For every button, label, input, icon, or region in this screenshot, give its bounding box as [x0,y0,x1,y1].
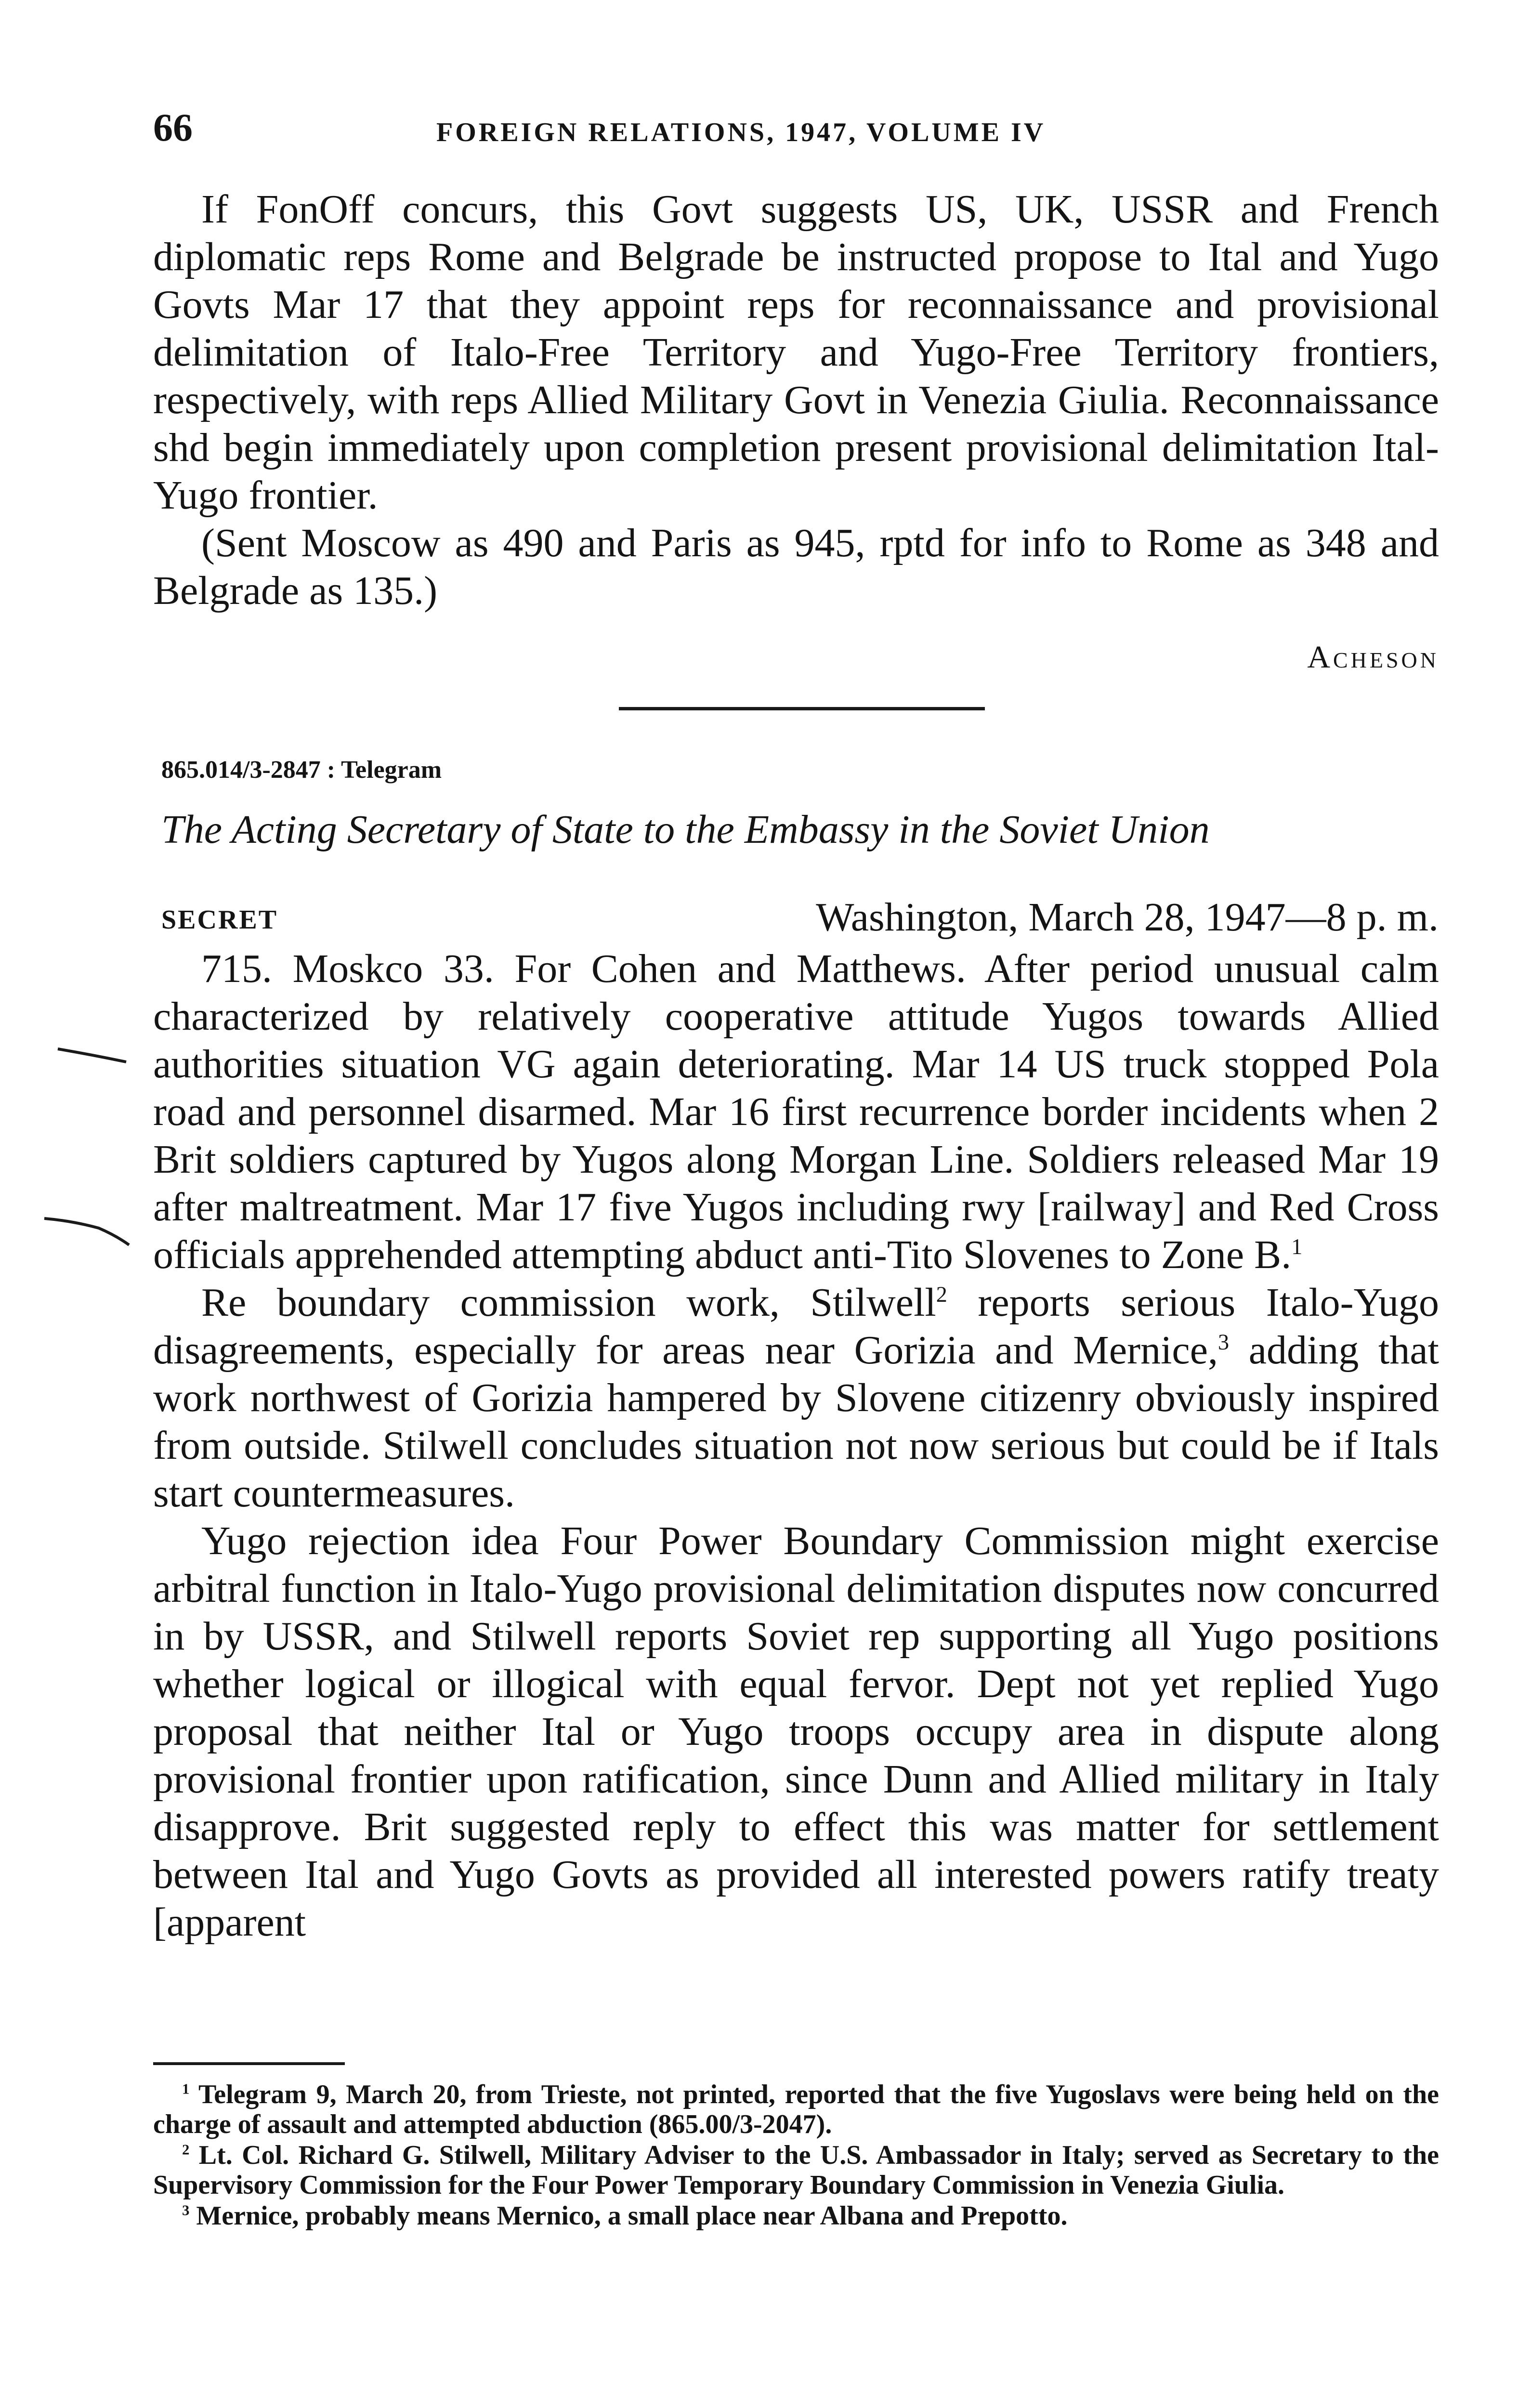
footnotes [153,2080,1439,2232]
footnote [153,2140,1439,2200]
footnote [153,2080,1439,2139]
footnote [153,2201,1439,2231]
footnote-text: Mernice, probably means Mernico, a small place near Albana and Prepotto. [196,2201,1068,2231]
signature: Acheson [1307,640,1439,675]
file-reference: 865.014/3-2847 : Telegram [161,756,442,784]
footnote-divider [153,2062,345,2065]
running-head: FOREIGN RELATIONS, 1947, VOLUME IV [436,118,1046,147]
dateline: Washington, March 28, 1947—8 p. m. [816,895,1439,940]
footnote-text: Lt. Col. Richard G. Stilwell, Military Adviser to the U.S. Ambassador in Italy; served as Secretary to the Supervisory Commission for the Four Power Temporary Boundary Commission in Venezia Giulia. [153,2140,1439,2200]
document-title: The Acting Secretary of State to the Embassy in the Soviet Union [161,807,1210,852]
footnote-mark: 1 [182,2081,190,2097]
margin-pen-mark [58,1049,126,1062]
footnote-text: Telegram 9, March 20, from Trieste, not printed, reported that the five Yugoslavs were being held on the charge of assault and attempted abduction (865.00/3-2047). [153,2080,1439,2139]
footnote-ref: 3 [1217,1330,1230,1354]
paragraph: If FonOff concurs, this Govt suggests US, UK, USSR and French diplomatic reps Rome and Belgrade be instructed propose to Ital and Yugo Govts Mar 17 that they appoint reps for reconnaissance and provisional delimitation of Italo-Free Territory and Yugo-Free Territory frontiers, respectively, with reps Allied Military Govt in Venezia Giulia. Reconnaissance shd begin immediately upon completion present provisional delimitation Ital-Yugo frontier. [153,187,1439,518]
paragraph-text: adding that work northwest of Gorizia hampered by Slovene citizenry obviously inspired from outside. Stilwell concludes situation not now serious but could be if Itals start countermeasures. [153,1328,1439,1516]
footnote-mark: 3 [182,2202,190,2219]
footnote-ref: 2 [936,1282,947,1307]
paragraph: Yugo rejection idea Four Power Boundary Commission might exercise arbitral function in Italo-Yugo provisional delimitation disputes now concurred in by USSR, and Stilwell reports Soviet rep supporting all Yugo positions whether logical or illogical with equal fervor. Dept not yet replied Yugo proposal that neither Ital or Yugo troops occupy area in dispute along provisional frontier upon ratification, since Dunn and Allied military in Italy disapprove. Brit suggested reply to effect this was matter for settlement between Ital and Yugo Govts as provided all interested powers ratify treaty [apparent [153,1518,1439,1945]
classification-label: SECRET [161,905,278,935]
page-number: 66 [153,105,193,149]
margin-pen-mark [44,1218,129,1245]
footnote-ref: 1 [1291,1234,1303,1259]
paragraph-text: reports serious Italo-Yugo disagreements, especially for areas near Gorizia and Mernice, [153,1280,1439,1373]
paragraph-text: 715. Moskco 33. For Cohen and Matthews. After period unusual calm characterized by relatively cooperative attitude Yugos towards Allied authorities situation VG again deteriorating. Mar 14 US truck stopped Pola road and personnel disarmed. Mar 16 first recurrence border incidents when 2 Brit soldiers captured by Yugos along Morgan Line. Soldiers released Mar 19 after maltreatment. Mar 17 five Yugos including rwy [railway] and Red Cross officials apprehended attempting abduct anti-Tito Slovenes to Zone B. [153,946,1439,1277]
footnote-mark: 2 [182,2141,190,2158]
paragraph: (Sent Moscow as 490 and Paris as 945, rptd for info to Rome as 348 and Belgrade as 135.) [153,521,1439,613]
paragraph-text: Re boundary commission work, Stilwell [201,1280,936,1325]
